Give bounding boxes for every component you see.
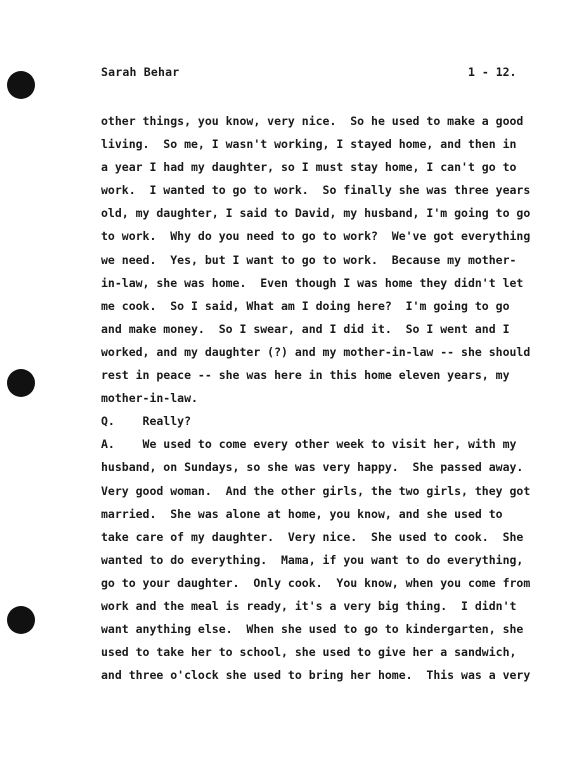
text-line: married. She was alone at home, you know, and she used to: [101, 506, 503, 521]
text-line: go to your daughter. Only cook. You know, when you come from: [101, 575, 531, 590]
punch-hole-middle: [7, 369, 35, 397]
text-line: other things, you know, very nice. So he used to make a good: [101, 114, 524, 128]
text-line: and make money. So I swear, and I did it. So I went and I: [101, 321, 510, 336]
punch-hole-bottom: [7, 606, 35, 634]
text-line: take care of my daughter. Very nice. She used to cook. She: [101, 529, 524, 544]
text-line: in-law, she was home. Even though I was home they didn't let: [101, 275, 524, 290]
text-line: we need. Yes, but I want to go to work. Because my mother-: [101, 252, 517, 267]
text-line: mother-in-law.: [101, 391, 198, 406]
header-name: Sarah Behar: [101, 65, 180, 79]
answer-line: A. We used to come every other week to visit her, with my: [101, 437, 517, 452]
text-line: me cook. So I said, What am I doing here? I'm going to go: [101, 298, 510, 313]
text-line: worked, and my daughter (?) and my mother-in-law -- she should: [101, 344, 531, 359]
text-line: work. I wanted to go to work. So finally she was three years: [101, 183, 531, 198]
transcript-body: [101, 110, 531, 687]
text-line: want anything else. When she used to go to kindergarten, she: [101, 622, 524, 637]
text-line: a year I had my daughter, so I must stay home, I can't go to: [101, 160, 517, 175]
text-line: and three o'clock she used to bring her home. This was a very: [101, 668, 531, 683]
text-line: to work. Why do you need to go to work? We've got everything: [101, 229, 531, 244]
text-line: rest in peace -- she was here in this home eleven years, my: [101, 368, 510, 383]
text-line: used to take her to school, she used to give her a sandwich,: [101, 645, 517, 660]
text-line: work and the meal is ready, it's a very big thing. I didn't: [101, 598, 517, 613]
text-line: Very good woman. And the other girls, the two girls, they got: [101, 483, 531, 498]
question-line: Q. Really?: [101, 414, 192, 429]
text-line: husband, on Sundays, so she was very happy. She passed away.: [101, 460, 524, 475]
text-line: old, my daughter, I said to David, my husband, I'm going to go: [101, 206, 531, 221]
punch-hole-top: [7, 71, 35, 99]
text-line: living. So me, I wasn't working, I stayed home, and then in: [101, 137, 517, 152]
text-line: wanted to do everything. Mama, if you want to do everything,: [101, 552, 524, 567]
page-number: 1 - 12.: [468, 65, 517, 79]
